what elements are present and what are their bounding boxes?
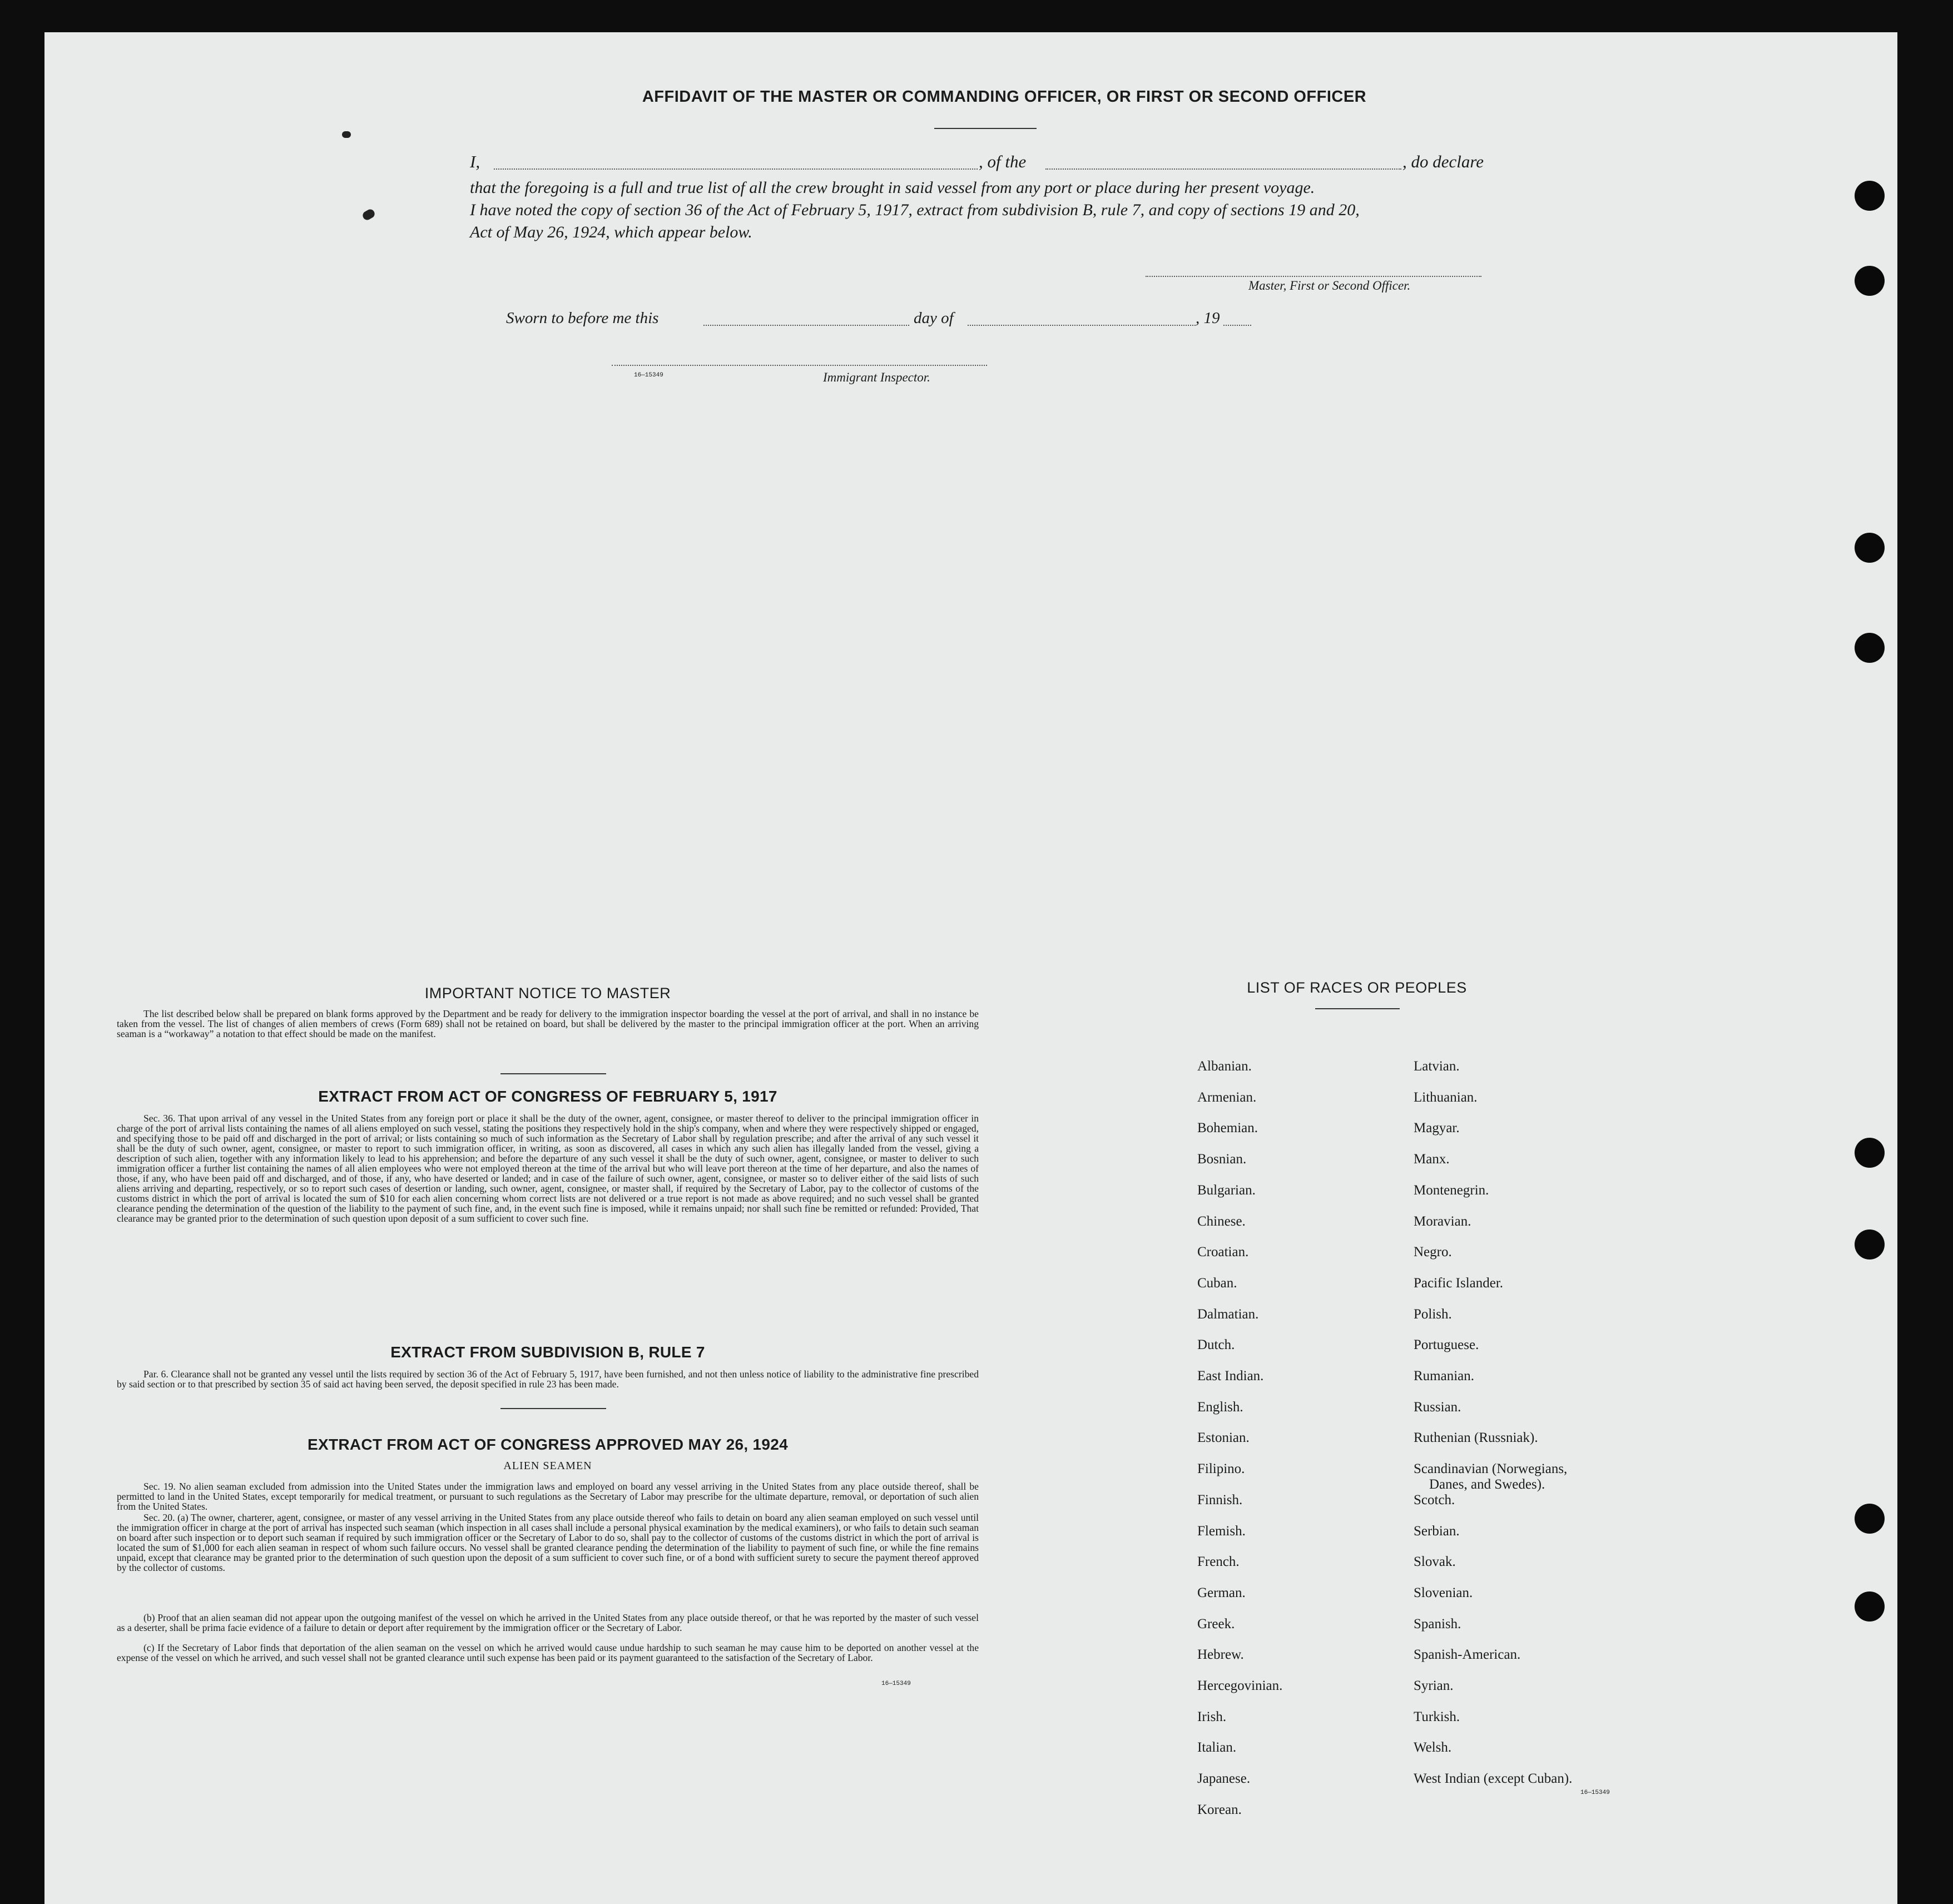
race-item: Korean. xyxy=(1197,1802,1242,1817)
race-item: Flemish. xyxy=(1197,1523,1246,1539)
notice-divider xyxy=(500,1073,606,1074)
race-item: Albanian. xyxy=(1197,1059,1252,1074)
affidavit-do-declare: , do declare xyxy=(1402,152,1484,171)
race-item: Croatian. xyxy=(1197,1244,1249,1260)
race-item: Latvian. xyxy=(1414,1059,1460,1074)
race-item: Armenian. xyxy=(1197,1089,1257,1105)
extract-1924-sec-20b: (b) Proof that an alien seaman did not appear upon the outgoing manifest of the vessel on which he arrived in the United States from any place outside thereof, or that he was reported by the master of such vessel as a deserter, shall be prima facie evidence of a failure to detain or deport after requirement by the immigration officer or the Secretary of Labor. xyxy=(117,1612,979,1633)
ink-speck xyxy=(361,208,376,222)
extract-1917-title: EXTRACT FROM ACT OF CONGRESS OF FEBRUARY 5, 1917 xyxy=(318,1088,777,1105)
races-title: LIST OF RACES OR PEOPLES xyxy=(1247,979,1467,996)
race-item: East Indian. xyxy=(1197,1368,1264,1384)
race-item: Montenegrin. xyxy=(1414,1182,1489,1198)
extract-1924-title: EXTRACT FROM ACT OF CONGRESS APPROVED MAY 26, 1924 xyxy=(308,1436,788,1453)
race-item: Pacific Islander. xyxy=(1414,1275,1504,1291)
punch-hole xyxy=(1855,633,1885,663)
races-form-number: 16—15349 xyxy=(1580,1789,1610,1796)
punch-hole xyxy=(1855,1591,1885,1622)
inspector-label: Immigrant Inspector. xyxy=(823,370,930,384)
race-item: Moravian. xyxy=(1414,1213,1471,1229)
sworn-year-blank-line[interactable] xyxy=(1223,325,1251,326)
race-item: Syrian. xyxy=(1414,1678,1454,1693)
race-item: Ruthenian (Russniak). xyxy=(1414,1430,1538,1446)
extract-1924-sec-20a: Sec. 20. (a) The owner, charterer, agent, consignee, or master of any vessel arriving in the United States from any place outside thereof who fails to detain on board any alien seaman employed on such vessel until the immigration officer in charge at the port of arrival has inspected such seaman (which inspection in all cases shall include a personal physical examination by the medical examiners), or who fails to detain such seaman on board after such inspection or to deport such seaman if required by such immigration officer or the Secretary of Labor to do so, shall pay to the collector of customs of the customs district in which the port of arrival is located the sum of $1,000 for each alien seaman in respect of whom such failure occurs. No vessel shall be granted clearance pending the determination of the liability to payment of such fine, or while the fine remains unpaid, except that clearance may be granted prior to the determination of such question upon the deposit of a sum sufficient to cover such fine, or of a bond with sufficient surety to secure the payment thereof approved by the collector of customs. xyxy=(117,1512,979,1573)
race-item: Rumanian. xyxy=(1414,1368,1475,1384)
race-item: Scandinavian (Norwegians, xyxy=(1414,1461,1568,1477)
extract-1924-form-number: 16—15349 xyxy=(881,1680,911,1687)
race-item: Japanese. xyxy=(1197,1771,1251,1787)
race-item: Spanish. xyxy=(1414,1616,1461,1632)
race-item: Lithuanian. xyxy=(1414,1089,1478,1105)
extract-1924-sec-19: Sec. 19. No alien seaman excluded from admission into the United States under the immigration laws and employed on board any vessel arriving in the United States from any place outside thereof, shall be permitted to land in the United States, except temporarily for medical treatment, or pursuant to such regulations as the Secretary of Labor may prescribe for the ultimate departure, removal, or deportation of such alien from the United States. xyxy=(117,1481,979,1512)
affidavit-of-the: , of the xyxy=(979,152,1027,171)
race-item: Dutch. xyxy=(1197,1337,1235,1353)
races-underline xyxy=(1315,1008,1400,1009)
sworn-month-blank-line[interactable] xyxy=(968,325,1196,326)
rule-7-divider xyxy=(500,1408,606,1409)
affidavit-line-2: that the foregoing is a full and true list of all the crew brought in said vessel from any port or place during her present voyage. xyxy=(470,178,1315,197)
extract-1924-sec-20c: (c) If the Secretary of Labor finds that deportation of the alien seaman on the vessel on which he arrived would cause undue hardship to such seaman he may cause him to be deported on another vessel at the expense of the vessel on which he arrived, and such vessel shall not be granted clearance until such expense has been paid or its payment guaranteed to the satisfaction of the Secretary of Labor. xyxy=(117,1642,979,1663)
race-item: Magyar. xyxy=(1414,1120,1460,1136)
race-item: Estonian. xyxy=(1197,1430,1250,1446)
ink-speck xyxy=(342,131,351,138)
punch-hole xyxy=(1855,181,1885,211)
race-item: Cuban. xyxy=(1197,1275,1237,1291)
race-item: Hercegovinian. xyxy=(1197,1678,1283,1693)
sworn-prefix: Sworn to before me this xyxy=(506,309,659,327)
race-item: Bohemian. xyxy=(1197,1120,1258,1136)
race-item: Greek. xyxy=(1197,1616,1235,1632)
race-item: English. xyxy=(1197,1399,1243,1415)
extract-1924-subtitle: ALIEN SEAMEN xyxy=(503,1460,592,1472)
signature-label: Master, First or Second Officer. xyxy=(1248,279,1411,292)
race-item: Slovenian. xyxy=(1414,1585,1473,1600)
race-item: West Indian (except Cuban). xyxy=(1414,1771,1573,1787)
notice-title: IMPORTANT NOTICE TO MASTER xyxy=(424,985,671,1001)
sworn-year-prefix: , 19 xyxy=(1196,309,1220,327)
race-item: Negro. xyxy=(1414,1244,1452,1260)
race-item: Bulgarian. xyxy=(1197,1182,1256,1198)
rule-7-title: EXTRACT FROM SUBDIVISION B, RULE 7 xyxy=(390,1343,705,1361)
race-item: Finnish. xyxy=(1197,1492,1243,1508)
race-item: Hebrew. xyxy=(1197,1647,1244,1663)
race-item: Filipino. xyxy=(1197,1461,1245,1477)
punch-hole xyxy=(1855,533,1885,563)
affidavit-title: AFFIDAVIT OF THE MASTER OR COMMANDING OFFICER, OR FIRST OR SECOND OFFICER xyxy=(642,88,1367,106)
race-item: Danes, and Swedes). xyxy=(1429,1477,1545,1493)
race-item: Italian. xyxy=(1197,1740,1237,1756)
race-item: Irish. xyxy=(1197,1709,1227,1724)
punch-hole xyxy=(1855,1504,1885,1534)
race-item: Welsh. xyxy=(1414,1740,1452,1756)
affidavit-form-number: 16—15349 xyxy=(634,372,663,379)
rule-7-body: Par. 6. Clearance shall not be granted any vessel until the lists required by section 36 of the Act of February 5, 1917, have been furnished, and not then unless notice of liability to the administrative fine prescribed by said section or to that prescribed by section 35 of said act having been served, the deposit specified in rule 23 has been made. xyxy=(117,1368,979,1390)
signature-blank-line[interactable] xyxy=(1146,276,1481,277)
race-item: Russian. xyxy=(1414,1399,1461,1415)
affidavit-lead-i: I, xyxy=(470,152,480,171)
race-item: Spanish-American. xyxy=(1414,1647,1521,1663)
race-item: Scotch. xyxy=(1414,1492,1455,1508)
race-item: Serbian. xyxy=(1414,1523,1460,1539)
race-item: Chinese. xyxy=(1197,1213,1246,1229)
affidavit-line-4: Act of May 26, 1924, which appear below. xyxy=(470,223,752,241)
vessel-blank-line[interactable] xyxy=(1045,168,1401,170)
race-item: Bosnian. xyxy=(1197,1152,1247,1167)
affidavit-line-3: I have noted the copy of section 36 of the Act of February 5, 1917, extract from subdivision B, rule 7, and copy of sections 19 and 20, xyxy=(470,201,1360,219)
race-item: Turkish. xyxy=(1414,1709,1460,1724)
punch-hole xyxy=(1855,1138,1885,1168)
punch-hole xyxy=(1855,1229,1885,1260)
sworn-day-blank-line[interactable] xyxy=(703,325,909,326)
notice-body: The list described below shall be prepared on blank forms approved by the Department and be ready for delivery to the immigration inspector boarding the vessel at the port of arrival, and shall in no instance be taken from the vessel. The list of changes of alien members of crews (Form 689) shall not be retained on board, but shall be delivered by the master to the principal immigration officer at the port. When an arriving seaman is a “workaway” a notation to that effect should be made on the manifest. xyxy=(117,1008,979,1039)
punch-hole xyxy=(1855,266,1885,296)
race-item: Dalmatian. xyxy=(1197,1306,1259,1322)
sworn-day-of: day of xyxy=(914,309,954,327)
extract-1917-body: Sec. 36. That upon arrival of any vessel in the United States from any foreign port or place it shall be the duty of the owner, agent, consignee, or master thereof to deliver to the principal immigration officer in charge of the port of arrival lists containing the names of all aliens employed on such vessel, stating the positions they respectively hold in the ship's company, when and where they were respectively shipped or engaged, and specifying those to be paid off and discharged in the port of arrival; or lists containing so much of such information as the Secretary of Labor shall by regulation prescribe; and after the arrival of any such vessel it shall be the duty of such owner, agent, consignee, or master to report to such immigration officer, in writing, as soon as discovered, all cases in which any such alien has illegally landed from the vessel, giving a description of such alien, together with any information likely to lead to his apprehension; and before the departure of any such vessel it shall be the duty of such owner, agent, consignee, or master to deliver to such immigration officer a further list containing the names of all alien employees who were not employed thereon at the time of the arrival but who will leave port thereon at the time of her departure, and also the names of those, if any, who have been paid off and discharged, and of those, if any, who have deserted or landed; and in case of the failure of such owner, agent, consignee, or master so to deliver either of the said lists of such aliens arriving and departing, respectively, or so to report such cases of desertion or landing, such owner, agent, consignee, or master shall, if required by the Secretary of Labor, pay to the collector of customs of the customs district in which the port of arrival is located the sum of $10 for each alien concerning whom correct lists are not delivered or a true report is not made as above required; and no such vessel shall be granted clearance pending the determination of the question of the liability to the payment of such fine, and, in the event such fine is imposed, while it remains unpaid; nor shall such fine be remitted or refunded: Provided, That clearance may be granted prior to the determination of such question upon deposit of a sum sufficient to cover such fine. xyxy=(117,1113,979,1224)
race-item: German. xyxy=(1197,1585,1246,1600)
name-blank-line[interactable] xyxy=(494,168,978,170)
race-item: Manx. xyxy=(1414,1152,1450,1167)
race-item: French. xyxy=(1197,1554,1240,1570)
race-item: Slovak. xyxy=(1414,1554,1456,1570)
document-sheet xyxy=(44,32,1897,1904)
race-item: Portuguese. xyxy=(1414,1337,1479,1353)
title-underline xyxy=(934,128,1037,129)
race-item: Polish. xyxy=(1414,1306,1452,1322)
inspector-blank-line[interactable] xyxy=(612,365,987,366)
